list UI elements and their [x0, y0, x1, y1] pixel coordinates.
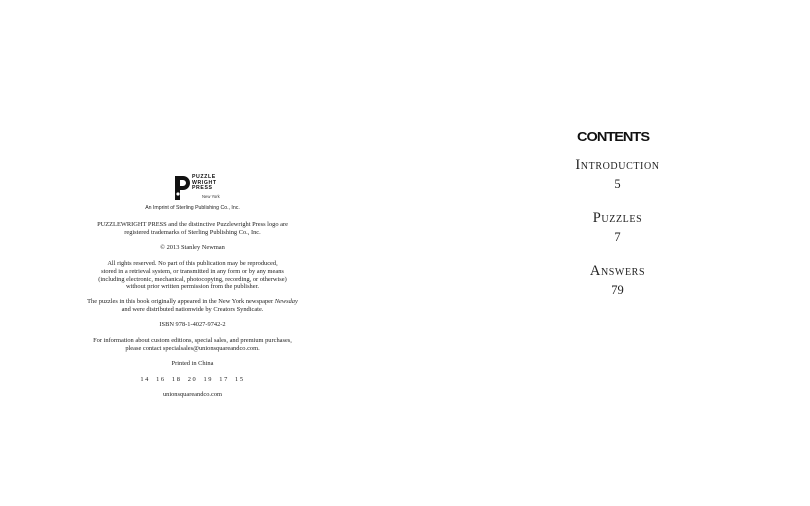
trademark-notice: PUZZLEWRIGHT PRESS and the distinctive Puzzlewright Press logo are registered trademarks of Sterling Publishing Co., Inc.	[97, 221, 288, 236]
contents-page	[405, 0, 810, 506]
rights-notice: All rights reserved. No part of this publication may be reproduced, stored in a retrieval system, or transmitted in any form or by any means (including electronic, mechanical, photocopying, recording, or otherwise) without prior written permission from the publisher.	[98, 260, 287, 291]
printed-in: Printed in China	[171, 360, 214, 367]
entry-page: 79	[611, 283, 624, 297]
contents-entry-puzzles	[555, 210, 680, 245]
sales-info: For information about custom editions, special sales, and premium purchases, please contact specialsales@unionsquareandco.com.	[93, 337, 292, 352]
contents-entry-answers	[555, 263, 680, 298]
logo-location: New York	[202, 194, 220, 199]
contents-entry-introduction	[555, 157, 680, 192]
logo-wordmark: PUZZLE WRIGHT PRESS	[192, 174, 217, 192]
entry-name: Answers	[589, 263, 646, 279]
entry-page: 7	[614, 230, 621, 244]
origin-notice: The puzzles in this book originally appeared in the New York newspaper Newsday and were distributed nationwide by Creators Syndicate.	[87, 298, 298, 313]
isbn: ISBN 978-1-4027-9742-2	[159, 321, 226, 328]
imprint-line: An Imprint of Sterling Publishing Co., Inc.	[145, 205, 240, 211]
contents-heading: CONTENTS	[577, 129, 650, 144]
entry-name: Introduction	[575, 157, 660, 173]
print-line: 14 16 18 20 19 17 15	[140, 376, 245, 383]
website: unionsquareandco.com	[162, 391, 223, 398]
copyright-line: © 2013 Stanley Newman	[160, 244, 225, 251]
entry-name: Puzzles	[592, 210, 643, 226]
entry-page: 5	[614, 177, 621, 191]
puzzle-piece-p-icon	[172, 174, 192, 202]
